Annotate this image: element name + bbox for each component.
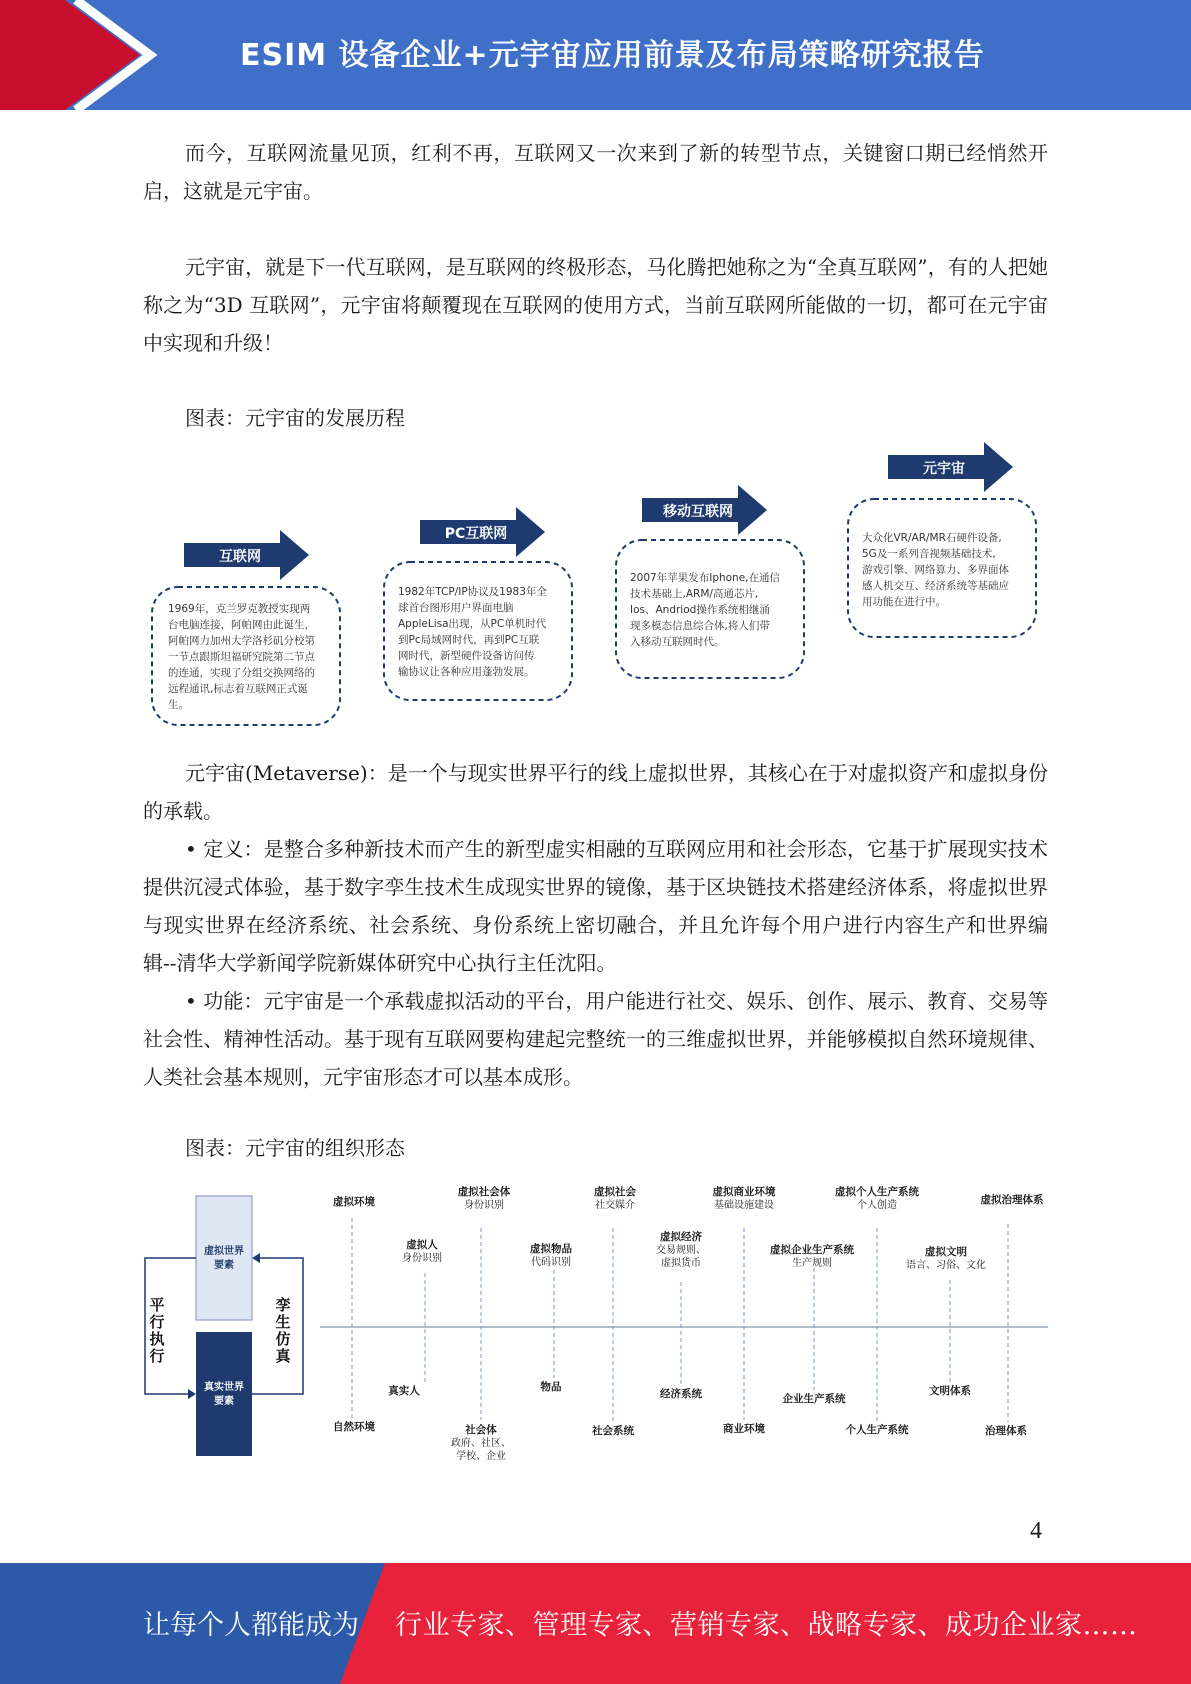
- svg-text:治理体系: 治理体系: [985, 1425, 1027, 1437]
- svg-text:入移动互联网时代。: 入移动互联网时代。: [630, 636, 725, 648]
- svg-text:远程通讯,标志着互联网正式诞: 远程通讯,标志着互联网正式诞: [168, 683, 308, 695]
- svg-text:个人生产系统: 个人生产系统: [845, 1424, 909, 1436]
- footer-slogan-left: 让每个人都能成为: [143, 1610, 359, 1641]
- svg-text:生。: 生。: [168, 699, 189, 711]
- footer-slogan-right: 行业专家、管理专家、营销专家、战略专家、成功企业家……: [395, 1610, 1138, 1641]
- svg-text:现多模态信息综合体,将人们带: 现多模态信息综合体,将人们带: [630, 620, 770, 632]
- svg-text:1969年，克兰罗克教授实现两: 1969年，克兰罗克教授实现两: [168, 603, 311, 615]
- svg-text:虚拟商业环境: 虚拟商业环境: [712, 1186, 776, 1198]
- page-header: [0, 0, 1191, 110]
- stage-arrow-label: PC互联网: [444, 526, 508, 542]
- svg-text:虚拟文明: 虚拟文明: [925, 1246, 967, 1258]
- svg-text:真实世界: 真实世界: [204, 1382, 244, 1393]
- svg-text:生: 生: [275, 1313, 291, 1331]
- svg-text:语言、习俗、文化: 语言、习俗、文化: [906, 1260, 986, 1271]
- svg-text:虚拟经济: 虚拟经济: [660, 1231, 702, 1243]
- svg-text:社会体: 社会体: [465, 1424, 497, 1436]
- timeline-stage-internet: [152, 530, 340, 725]
- world-elements-diagram: [145, 1196, 303, 1456]
- virtual-world-box: [196, 1196, 252, 1320]
- svg-text:要素: 要素: [214, 1260, 234, 1271]
- page-footer: [0, 1563, 1191, 1684]
- svg-text:球首台图形用户界面电脑: 球首台图形用户界面电脑: [398, 602, 514, 614]
- svg-text:1982年TCP/IP协议及1983年全: 1982年TCP/IP协议及1983年全: [398, 586, 547, 598]
- twin-simulation-label: [275, 1296, 291, 1365]
- paragraph-definition-intro: 元宇宙(Metaverse)：是一个与现实世界平行的线上虚拟世界，其核心在于对虚拟资产和虚拟身份的承载。: [143, 761, 1048, 823]
- figure2-caption: 图表：元宇宙的组织形态: [185, 1136, 405, 1160]
- svg-text:生产规则: 生产规则: [792, 1258, 832, 1269]
- svg-text:身份识别: 身份识别: [402, 1253, 442, 1264]
- svg-text:代码识别: 代码识别: [531, 1257, 571, 1268]
- timeline-stage-mobile-internet: [616, 485, 804, 678]
- svg-text:行: 行: [149, 1313, 165, 1331]
- svg-text:到Pc局域网时代，再到PC互联: 到Pc局域网时代，再到PC互联: [398, 634, 540, 646]
- svg-text:感人机交互、经济系统等基础应: 感人机交互、经济系统等基础应: [862, 580, 1009, 592]
- svg-text:个人创造: 个人创造: [857, 1200, 897, 1211]
- page-number: 4: [1030, 1518, 1042, 1544]
- svg-text:AppleLisa出现，从PC单机时代: AppleLisa出现，从PC单机时代: [398, 618, 547, 630]
- svg-text:虚拟人: 虚拟人: [406, 1239, 438, 1251]
- svg-text:真: 真: [275, 1347, 291, 1365]
- svg-text:Ios、Andriod操作系统相继涌: Ios、Andriod操作系统相继涌: [630, 604, 770, 616]
- paragraph-intro: 而今，互联网流量见顶，红利不再，互联网又一次来到了新的转型节点，关键窗口期已经悄然开启，这就是元宇宙。: [143, 141, 1048, 203]
- svg-text:虚拟环境: 虚拟环境: [333, 1196, 375, 1208]
- svg-text:执: 执: [149, 1330, 165, 1348]
- stage-box: [384, 562, 572, 700]
- svg-text:网时代，新型硬件设备访问传: 网时代，新型硬件设备访问传: [398, 650, 535, 662]
- svg-text:台电脑连接，阿帕网由此诞生，: 台电脑连接，阿帕网由此诞生，: [168, 619, 315, 631]
- svg-text:自然环境: 自然环境: [333, 1421, 375, 1433]
- report-title: ESIM 设备企业+元宇宙应用前景及布局策略研究报告: [240, 38, 985, 73]
- svg-text:经济系统: 经济系统: [660, 1388, 702, 1400]
- header-arrow-decoration: [0, 0, 260, 110]
- svg-text:政府、社区、: 政府、社区、: [451, 1438, 511, 1449]
- svg-text:虚拟物品: 虚拟物品: [530, 1243, 572, 1255]
- stage-arrow-label: 元宇宙: [923, 461, 965, 477]
- svg-text:身份识别: 身份识别: [464, 1200, 504, 1211]
- parallel-execution-label: [149, 1296, 164, 1365]
- svg-text:商业环境: 商业环境: [723, 1423, 765, 1435]
- svg-text:虚拟世界: 虚拟世界: [204, 1246, 244, 1257]
- development-timeline-figure: [140, 435, 1050, 735]
- svg-text:企业生产系统: 企业生产系统: [782, 1393, 846, 1405]
- svg-text:虚拟货币: 虚拟货币: [661, 1258, 701, 1269]
- svg-text:的连通，实现了分组交换网络的: 的连通，实现了分组交换网络的: [168, 667, 315, 679]
- svg-text:孪: 孪: [275, 1296, 291, 1314]
- svg-text:2007年苹果发布Iphone,在通信: 2007年苹果发布Iphone,在通信: [630, 572, 781, 584]
- svg-text:真实人: 真实人: [388, 1385, 420, 1397]
- paragraph-definition: • 定义：是整合多种新技术而产生的新型虚实相融的互联网应用和社会形态，它基于扩展现实技术提供沉浸式体验，基于数字孪生技术生成现实世界的镜像，基于区块链技术搭建经济体系，将虚拟世界与现实世界在经济系统、社会系统、身份系统上密切融合，并且允许每个用户进行内容生产和世界编辑--清华大学新闻学院新媒体研究中心执行主任沈阳。: [143, 837, 1048, 975]
- svg-text:阿帕网力加州大学洛杉矶分校第: 阿帕网力加州大学洛杉矶分校第: [168, 635, 315, 647]
- stage-arrow-label: 互联网: [219, 549, 261, 565]
- svg-text:社会系统: 社会系统: [592, 1425, 634, 1437]
- svg-text:虚拟社会体: 虚拟社会体: [457, 1186, 511, 1198]
- svg-text:行: 行: [149, 1347, 165, 1365]
- svg-text:文明体系: 文明体系: [929, 1385, 971, 1397]
- svg-text:学校、企业: 学校、企业: [456, 1451, 506, 1462]
- timeline-stage-pc-internet: [384, 507, 572, 700]
- svg-text:基础设施建设: 基础设施建设: [714, 1200, 774, 1211]
- svg-text:虚拟治理体系: 虚拟治理体系: [980, 1194, 1044, 1206]
- stage-arrow-label: 移动互联网: [663, 504, 733, 520]
- svg-text:输协议让各种应用蓬勃发展。: 输协议让各种应用蓬勃发展。: [398, 666, 535, 678]
- figure1-caption: 图表：元宇宙的发展历程: [185, 406, 405, 430]
- svg-text:虚拟企业生产系统: 虚拟企业生产系统: [770, 1244, 854, 1256]
- real-world-box: [196, 1332, 252, 1456]
- real-element-labels: [333, 1380, 1027, 1462]
- svg-text:一节点跟斯坦福研究院第二节点: 一节点跟斯坦福研究院第二节点: [168, 651, 315, 663]
- svg-text:技术基础上,ARM/高通芯片,: 技术基础上,ARM/高通芯片,: [630, 588, 759, 600]
- svg-text:仿: 仿: [275, 1330, 291, 1348]
- paragraph-function: • 功能：元宇宙是一个承载虚拟活动的平台，用户能进行社交、娱乐、创作、展示、教育、交易等社会性、精神性活动。基于现有互联网要构建起完整统一的三维虚拟世界，并能够模拟自然环境规律、人类社会基本规则，元宇宙形态才可以基本成形。: [143, 989, 1048, 1089]
- svg-text:要素: 要素: [214, 1396, 234, 1407]
- svg-text:游戏引擎、网络算力、多界面体: 游戏引擎、网络算力、多界面体: [862, 564, 1009, 576]
- virtual-element-labels: [333, 1185, 1044, 1271]
- svg-text:物品: 物品: [540, 1381, 562, 1393]
- svg-text:平: 平: [149, 1296, 165, 1314]
- svg-text:交易规则、: 交易规则、: [656, 1245, 706, 1256]
- svg-text:大众化VR/AR/MR石硬件设备,: 大众化VR/AR/MR石硬件设备,: [862, 532, 1002, 544]
- svg-text:虚拟社会: 虚拟社会: [594, 1186, 636, 1198]
- organization-form-figure: [140, 1180, 1050, 1470]
- timeline-stage-metaverse: [848, 442, 1036, 637]
- svg-text:虚拟个人生产系统: 虚拟个人生产系统: [835, 1186, 919, 1198]
- paragraph-metaverse: 元宇宙，就是下一代互联网，是互联网的终极形态，马化腾把她称之为“全真互联网”，有的人把她称之为“3D 互联网”，元宇宙将颠覆现在互联网的使用方式，当前互联网所能做的一切，都可在元宇宙中实现和升级！: [143, 255, 1048, 355]
- svg-text:用功能在进行中。: 用功能在进行中。: [862, 596, 946, 608]
- svg-text:5G及一系列音视频基础技术,: 5G及一系列音视频基础技术,: [862, 548, 996, 560]
- svg-text:社交媒介: 社交媒介: [595, 1200, 635, 1211]
